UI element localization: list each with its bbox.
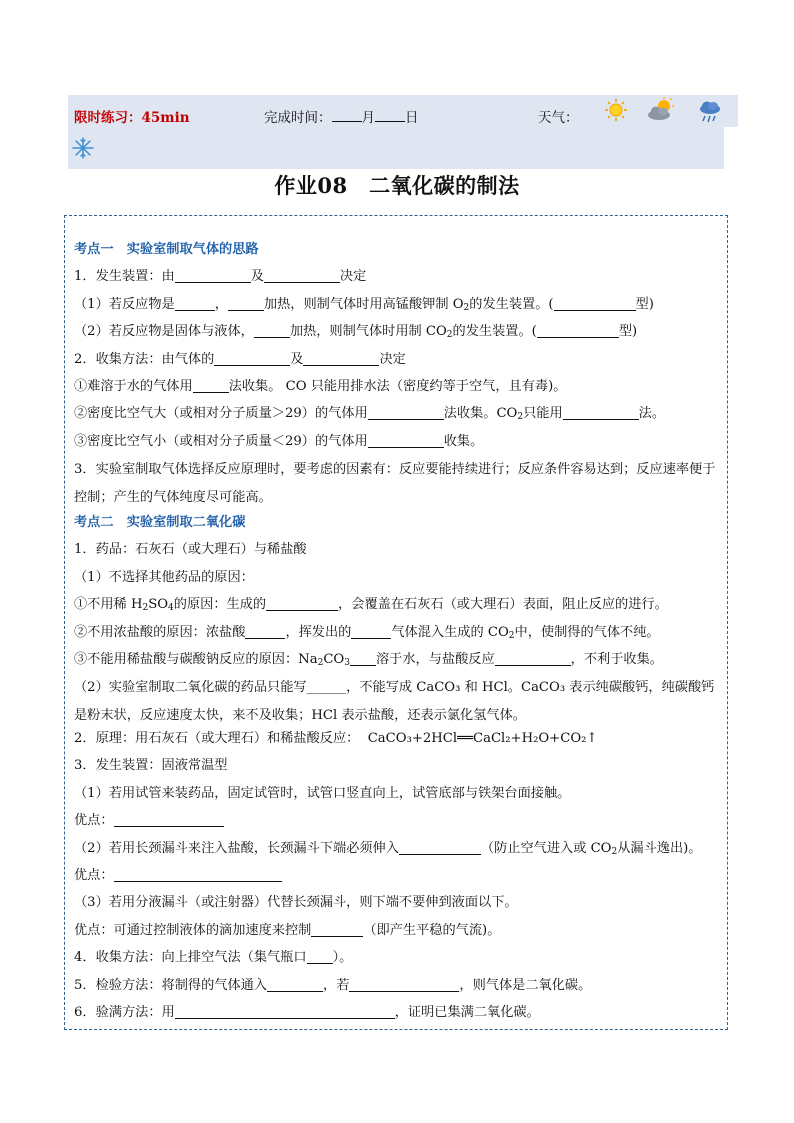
sun-icon[interactable] [604,98,628,122]
text-fragment: 的发生装置。( [452,324,537,340]
answer-blank[interactable] [228,296,264,311]
list-item [74,595,724,622]
list-item [74,267,724,294]
list-item: （3）若用分液漏斗（或注射器）代替长颈漏斗，则下端不要伸到液面以下。 [74,895,518,911]
text-fragment: ）。 [332,950,353,966]
text-fragment: 2 [517,412,524,423]
text-fragment: ①难溶于水的气体用 [74,378,193,394]
answer-blank[interactable] [495,651,571,666]
list-item [74,350,724,377]
text-fragment: 2 [611,846,618,857]
kd2-heading: 考点二 实验室制取二氧化碳 [74,514,246,530]
answer-blank[interactable] [307,949,333,964]
text-fragment: 型) [618,324,638,340]
list-item: （1）不选择其他药品的原因： [74,569,254,585]
completion-time [264,106,419,126]
text-fragment: 2 [317,657,324,668]
answer-blank[interactable] [368,405,444,420]
text-fragment: 6．验满方法：用 [74,1005,175,1020]
text-fragment: （1）若反应物是 [74,296,175,312]
month-label: 月 [361,110,375,126]
text-fragment: ②不用浓盐酸的原因：浓盐酸 [74,624,246,640]
header-banner-lower [68,127,724,169]
text-fragment: 的发生装置。( [469,296,554,312]
text-fragment: 决定 [339,269,367,285]
text-fragment: ①不用稀 H [74,597,143,613]
answer-blank[interactable] [175,296,215,311]
answer-blank[interactable] [349,977,459,992]
answer-blank[interactable] [563,405,639,420]
text-fragment: ，则气体是二氧化碳。 [459,977,592,993]
answer-blank[interactable] [368,433,444,448]
list-item [74,322,724,349]
text-fragment: ， [214,296,228,312]
answer-blank[interactable] [114,867,282,882]
text-fragment: 只能用 [523,406,563,422]
text-fragment: 2 [463,302,470,313]
day-label: 日 [405,110,419,126]
answer-blank[interactable] [303,351,379,366]
list-item [74,921,724,948]
text-fragment: ③密度比空气小（或相对分子质量＜29）的气体用 [74,433,368,449]
text-fragment: ，挥发出的 [285,624,352,640]
day-blank[interactable] [375,109,405,122]
weather-label: 天气： [538,110,579,126]
list-item: 3．发生装置：固液常温型 [74,758,228,774]
text-fragment: 的原因：生成的 [173,597,267,613]
answer-blank[interactable] [175,1004,395,1019]
text-fragment: 1．发生装置：由 [74,269,175,285]
answer-blank[interactable] [264,268,340,283]
section-heading [74,513,724,540]
text-fragment: （防止空气进入或 CO [480,840,612,856]
list-item [74,404,724,431]
text-fragment: 加热，则制气体时用制 CO [289,324,447,340]
text-fragment: 决定 [379,351,406,367]
list-item [74,976,724,1003]
time-limit-label: 限时练习：45min [74,110,190,126]
text-fragment: ，证明已集满二氧化碳。 [394,1005,540,1020]
chemical-equation: CaCO₃+2HCl══CaCl₂+H₂O+CO₂↑ [367,731,598,747]
text-fragment: （2）若用长颈漏斗来注入盐酸，长颈漏斗下端必须伸入 [74,840,399,856]
text-fragment: 4 [168,603,174,614]
text-fragment: 4．收集方法：向上排空气法（集气瓶口 [74,950,307,966]
answer-blank[interactable] [351,624,391,639]
list-item [74,377,724,404]
text-fragment: ②密度比空气大（或相对分子质量＞29）的气体用 [74,406,368,422]
text-fragment: SO [148,597,169,613]
answer-blank[interactable] [114,812,224,827]
completion-label: 完成时间： [264,110,332,126]
page-title: 作业08 二氧化碳的制法 [274,173,520,198]
text-fragment: 从漏斗逸出)。 [617,840,702,856]
worksheet-content [74,240,724,1030]
answer-blank[interactable] [254,323,290,338]
answer-blank[interactable] [537,323,619,338]
snowflake-icon[interactable] [72,137,94,159]
text-fragment: 2 [508,630,515,641]
list-item: （1）若用试管来装药品，固定试管时，试管口竖直向上，试管底部与铁架台面接触。 [74,785,571,801]
list-item [74,650,724,677]
text-fragment: 及 [250,269,264,285]
text-fragment: 型) [635,296,654,312]
text-fragment: 5．检验方法：将制得的气体通入 [74,977,268,993]
text-fragment: ，会覆盖在石灰石（或大理石）表面，阻止反应的进行。 [338,597,668,613]
answer-blank[interactable] [554,296,636,311]
text-fragment: 法。 [638,406,666,422]
section-heading [74,240,724,267]
text-fragment: 2．收集方法：由气体的 [74,351,215,367]
partly-cloudy-icon[interactable] [646,97,676,123]
text-fragment: 法收集。 CO 只能用排水法（密度约等于空气，且有毒)。 [228,378,567,394]
list-item [74,295,724,322]
answer-blank[interactable] [350,651,376,666]
answer-blank[interactable] [214,351,290,366]
list-item [74,866,724,893]
text-fragment: （即产生平稳的气流)。 [363,922,501,938]
answer-blank[interactable] [245,624,285,639]
text-fragment: 2 [142,603,149,614]
list-item: 1．药品：石灰石（或大理石）与稀盐酸 [74,542,307,558]
header-banner [68,95,738,127]
kd1-heading: 考点一 实验室制取气体的思路 [74,242,259,257]
list-item: 3．实验室制取气体选择反应原理时，要考虑的因素有：反应要能持续进行；反应条件容易达到；反应速率便于控制；产生的气体纯度尽可能高。 [74,462,716,505]
text-fragment: 优点： [74,868,114,884]
text-fragment: 溶于水，与盐酸反应 [375,651,495,667]
text-fragment: 优点：可通过控制液体的滴加速度来控制 [74,922,312,938]
text-fragment: （2）若反应物是固体与液体， [74,324,254,340]
month-blank[interactable] [332,109,362,122]
list-item [74,432,724,459]
answer-blank[interactable] [267,977,323,992]
text-fragment: CO [323,651,345,667]
text-fragment: 优点： [74,813,114,829]
text-fragment: 收集。 [443,433,484,449]
answer-blank[interactable] [193,378,229,393]
text-fragment: 加热，则制气体时用高锰酸钾制 O [263,296,464,312]
list-item: （2）实验室制取二氧化碳的药品只能写______，不能写成 CaCO₃ 和 HCl。CaCO₃ 表示纯碳酸钙，纯碳酸钙是粉末状，反应速度太快，来不及收集；HCl 表示盐酸，还表示氯化氢气体。 [74,680,715,723]
text-fragment: 3 [344,657,350,668]
answer-blank[interactable] [399,840,481,855]
text-fragment: ③不能用稀盐酸与碳酸钠反应的原因：Na [74,651,318,667]
text-fragment: 及 [290,351,304,367]
text-fragment: ，若 [323,977,350,993]
list-item [74,1003,724,1030]
text-fragment: 2．原理：用石灰石（或大理石）和稀盐酸反应： [74,731,360,747]
answer-blank[interactable] [175,268,251,283]
rain-cloud-icon[interactable] [697,99,723,125]
list-item [74,729,724,756]
answer-blank[interactable] [311,922,363,937]
answer-blank[interactable] [266,596,338,611]
text-fragment: ，不利于收集。 [570,651,663,667]
list-item [74,948,724,975]
text-fragment: 气体混入生成的 CO [391,624,509,640]
list-item [74,811,724,838]
text-fragment: 法收集。CO [443,406,518,422]
text-fragment: 2 [446,330,453,341]
text-fragment: 中，使制得的气体不纯。 [514,624,660,640]
list-item [74,623,724,650]
list-item [74,839,724,866]
